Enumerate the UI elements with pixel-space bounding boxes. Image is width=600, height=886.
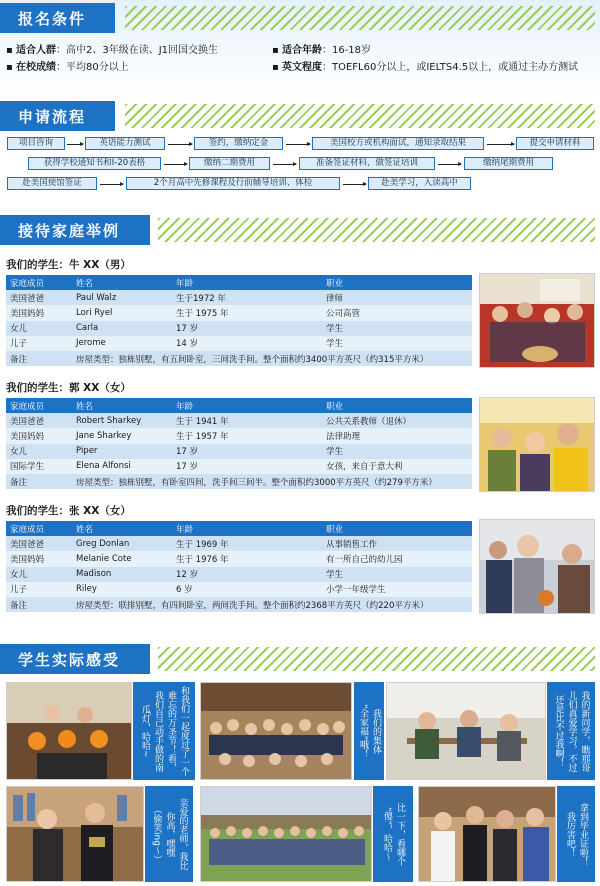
arrow-icon: [67, 144, 83, 145]
process-step: 缴纳尾期费用: [464, 157, 553, 170]
audience-row: ▪ 适合人群：高中2、3年级在读、J1回国交换生: [6, 45, 219, 56]
table-note-row: 备注 房屋类型：联排别墅，有四间卧室，两间洗手间。整个面积约2368平方英尺（约220平方米）: [6, 597, 472, 612]
student-photo: [6, 682, 132, 780]
table-row: 儿子 Jerome 14 岁 学生: [6, 336, 472, 351]
arrow-icon: [168, 144, 192, 145]
student-name: 我们的学生：郭 XX（女）: [6, 382, 131, 394]
section-title: 报名条件: [0, 3, 115, 33]
caption-line: 还是比不过我啊！: [553, 695, 564, 767]
process-step: 英语能力测试: [85, 137, 165, 150]
table-row: 美国妈妈 Lori Ryel 生于 1975 年 公司高管: [6, 305, 472, 320]
stripe-decoration: [158, 647, 595, 671]
caption-line: 我的新同学，瞧那哥: [579, 690, 590, 772]
table-row: 女儿 Piper 17 岁 学生: [6, 444, 472, 459]
student-photo: [418, 786, 556, 882]
section-title: 接待家庭举例: [0, 215, 150, 245]
table-row: 美国爸爸 Robert Sharkey 生于 1941 年 公共关系教师（退休）: [6, 413, 472, 428]
student-name: 我们的学生：张 XX（女）: [6, 505, 131, 517]
photo-caption: [133, 682, 195, 780]
process-step: 赴美学习，入读高中: [368, 177, 471, 190]
process-step: 准备签证材料，做签证培训: [299, 157, 435, 170]
table-note-row: 备注 房屋类型：独栋别墅，有五间卧室，三间洗手间。整个面积约3400平方英尺（约315平方米）: [6, 351, 472, 366]
table-row: 美国妈妈 Melanie Cote 生于 1976 年 有一所自己的幼儿园: [6, 551, 472, 566]
student-photo: [200, 682, 352, 780]
process-step: 获得学校通知书和I-20表格: [28, 157, 161, 170]
caption-line: 儿们真爱学习，不过: [566, 690, 577, 772]
family-table: [6, 521, 472, 612]
process-step: 美国校方或机构面试，通知录取结果: [312, 137, 484, 150]
table-row: 女儿 Carla 17 岁 学生: [6, 321, 472, 336]
student-name: 我们的学生：牛 XX（男）: [6, 259, 131, 271]
process-step: 缴纳二期费用: [189, 157, 270, 170]
process-step: 2个月高中先修课程及行前辅导培训、体检: [126, 177, 340, 190]
caption-line: （偷笑ing～）: [151, 804, 162, 864]
arrow-icon: [487, 144, 514, 145]
arrow-icon: [343, 184, 366, 185]
caption-line: 比一下，看哪个: [395, 802, 405, 866]
caption-line: 瓜灯，哈哈~: [140, 704, 150, 758]
stripe-decoration: [158, 218, 595, 242]
family-table: [6, 275, 472, 366]
caption-line: 亲爱的老师，我比: [177, 798, 188, 870]
table-header-row: 家庭成员 姓名 年龄 职业: [6, 398, 472, 413]
caption-line: 我们自己动手做的南: [153, 690, 163, 772]
table-row: 美国爸爸 Greg Donlan 生于 1969 年 从事销售工作: [6, 536, 472, 551]
process-step: 提交申请材料: [516, 137, 594, 150]
table-header-row: 家庭成员 姓名 年龄 职业: [6, 275, 472, 290]
process-step: 赴美国使馆签证: [7, 177, 97, 190]
table-row: 美国爸爸 Paul Walz 生于1972 年 律师: [6, 290, 472, 305]
table-note-row: 备注 房屋类型：独栋别墅，有卧室四间，洗手间三间半。整个面积约3000平方英尺（约279平方米）: [6, 474, 472, 489]
arrow-icon: [100, 184, 123, 185]
section-families: [0, 215, 600, 245]
student-photo: [200, 786, 372, 882]
photo-caption: [145, 786, 193, 882]
caption-line: 你高，嘿嘿: [164, 811, 175, 857]
table-header-row: 家庭成员 姓名 年龄 职业: [6, 521, 472, 536]
caption-line: 我们的集体: [371, 708, 381, 754]
section-title: 学生实际感受: [0, 644, 150, 674]
stripe-decoration: [125, 104, 595, 128]
photo-caption: [354, 682, 384, 780]
table-row: 国际学生 Elena Alfonsi 17 岁 女孩，来自于意大利: [6, 459, 472, 474]
arrow-icon: [438, 164, 461, 165]
section-process: [0, 101, 600, 131]
caption-line: 拿到毕业证啦！: [578, 802, 588, 866]
grades-row: ▪ 在校成绩：平均80分以上: [6, 62, 129, 73]
arrow-icon: [164, 164, 187, 165]
caption-line: 和我们一起度过了一个: [179, 686, 189, 776]
caption-line: “傻”，哈哈～: [382, 806, 392, 862]
student-photo: [6, 786, 144, 882]
arrow-icon: [273, 164, 296, 165]
student-photo: [386, 682, 546, 780]
photo-caption: [373, 786, 413, 882]
english-row: ▪ 英文程度：TOEFL60分以上，或IELTS4.5以上，或通过主办方测试: [272, 62, 579, 73]
table-row: 美国妈妈 Jane Sharkey 生于 1957 年 法律助理: [6, 428, 472, 443]
age-row: ▪ 适合年龄：16-18岁: [272, 45, 372, 56]
family-table: [6, 398, 472, 489]
caption-line: 我厉害吧！: [565, 811, 575, 857]
process-step: 签约，缴纳定金: [194, 137, 283, 150]
caption-line: “全家福”哦！: [358, 703, 368, 759]
family-photo: [479, 273, 595, 368]
caption-line: 难忘的万圣节！看，: [166, 690, 176, 772]
process-step: 项目咨询: [7, 137, 65, 150]
table-row: 女儿 Madison 12 岁 学生: [6, 567, 472, 582]
arrow-icon: [286, 144, 310, 145]
section-requirements: [0, 3, 600, 33]
section-feelings: [0, 644, 600, 674]
family-photo: [479, 397, 595, 492]
stripe-decoration: [125, 6, 595, 30]
photo-caption: [557, 786, 595, 882]
photo-caption: [547, 682, 595, 780]
family-photo: [479, 519, 595, 614]
section-title: 申请流程: [0, 101, 115, 131]
table-row: 儿子 Riley 6 岁 小学一年级学生: [6, 582, 472, 597]
